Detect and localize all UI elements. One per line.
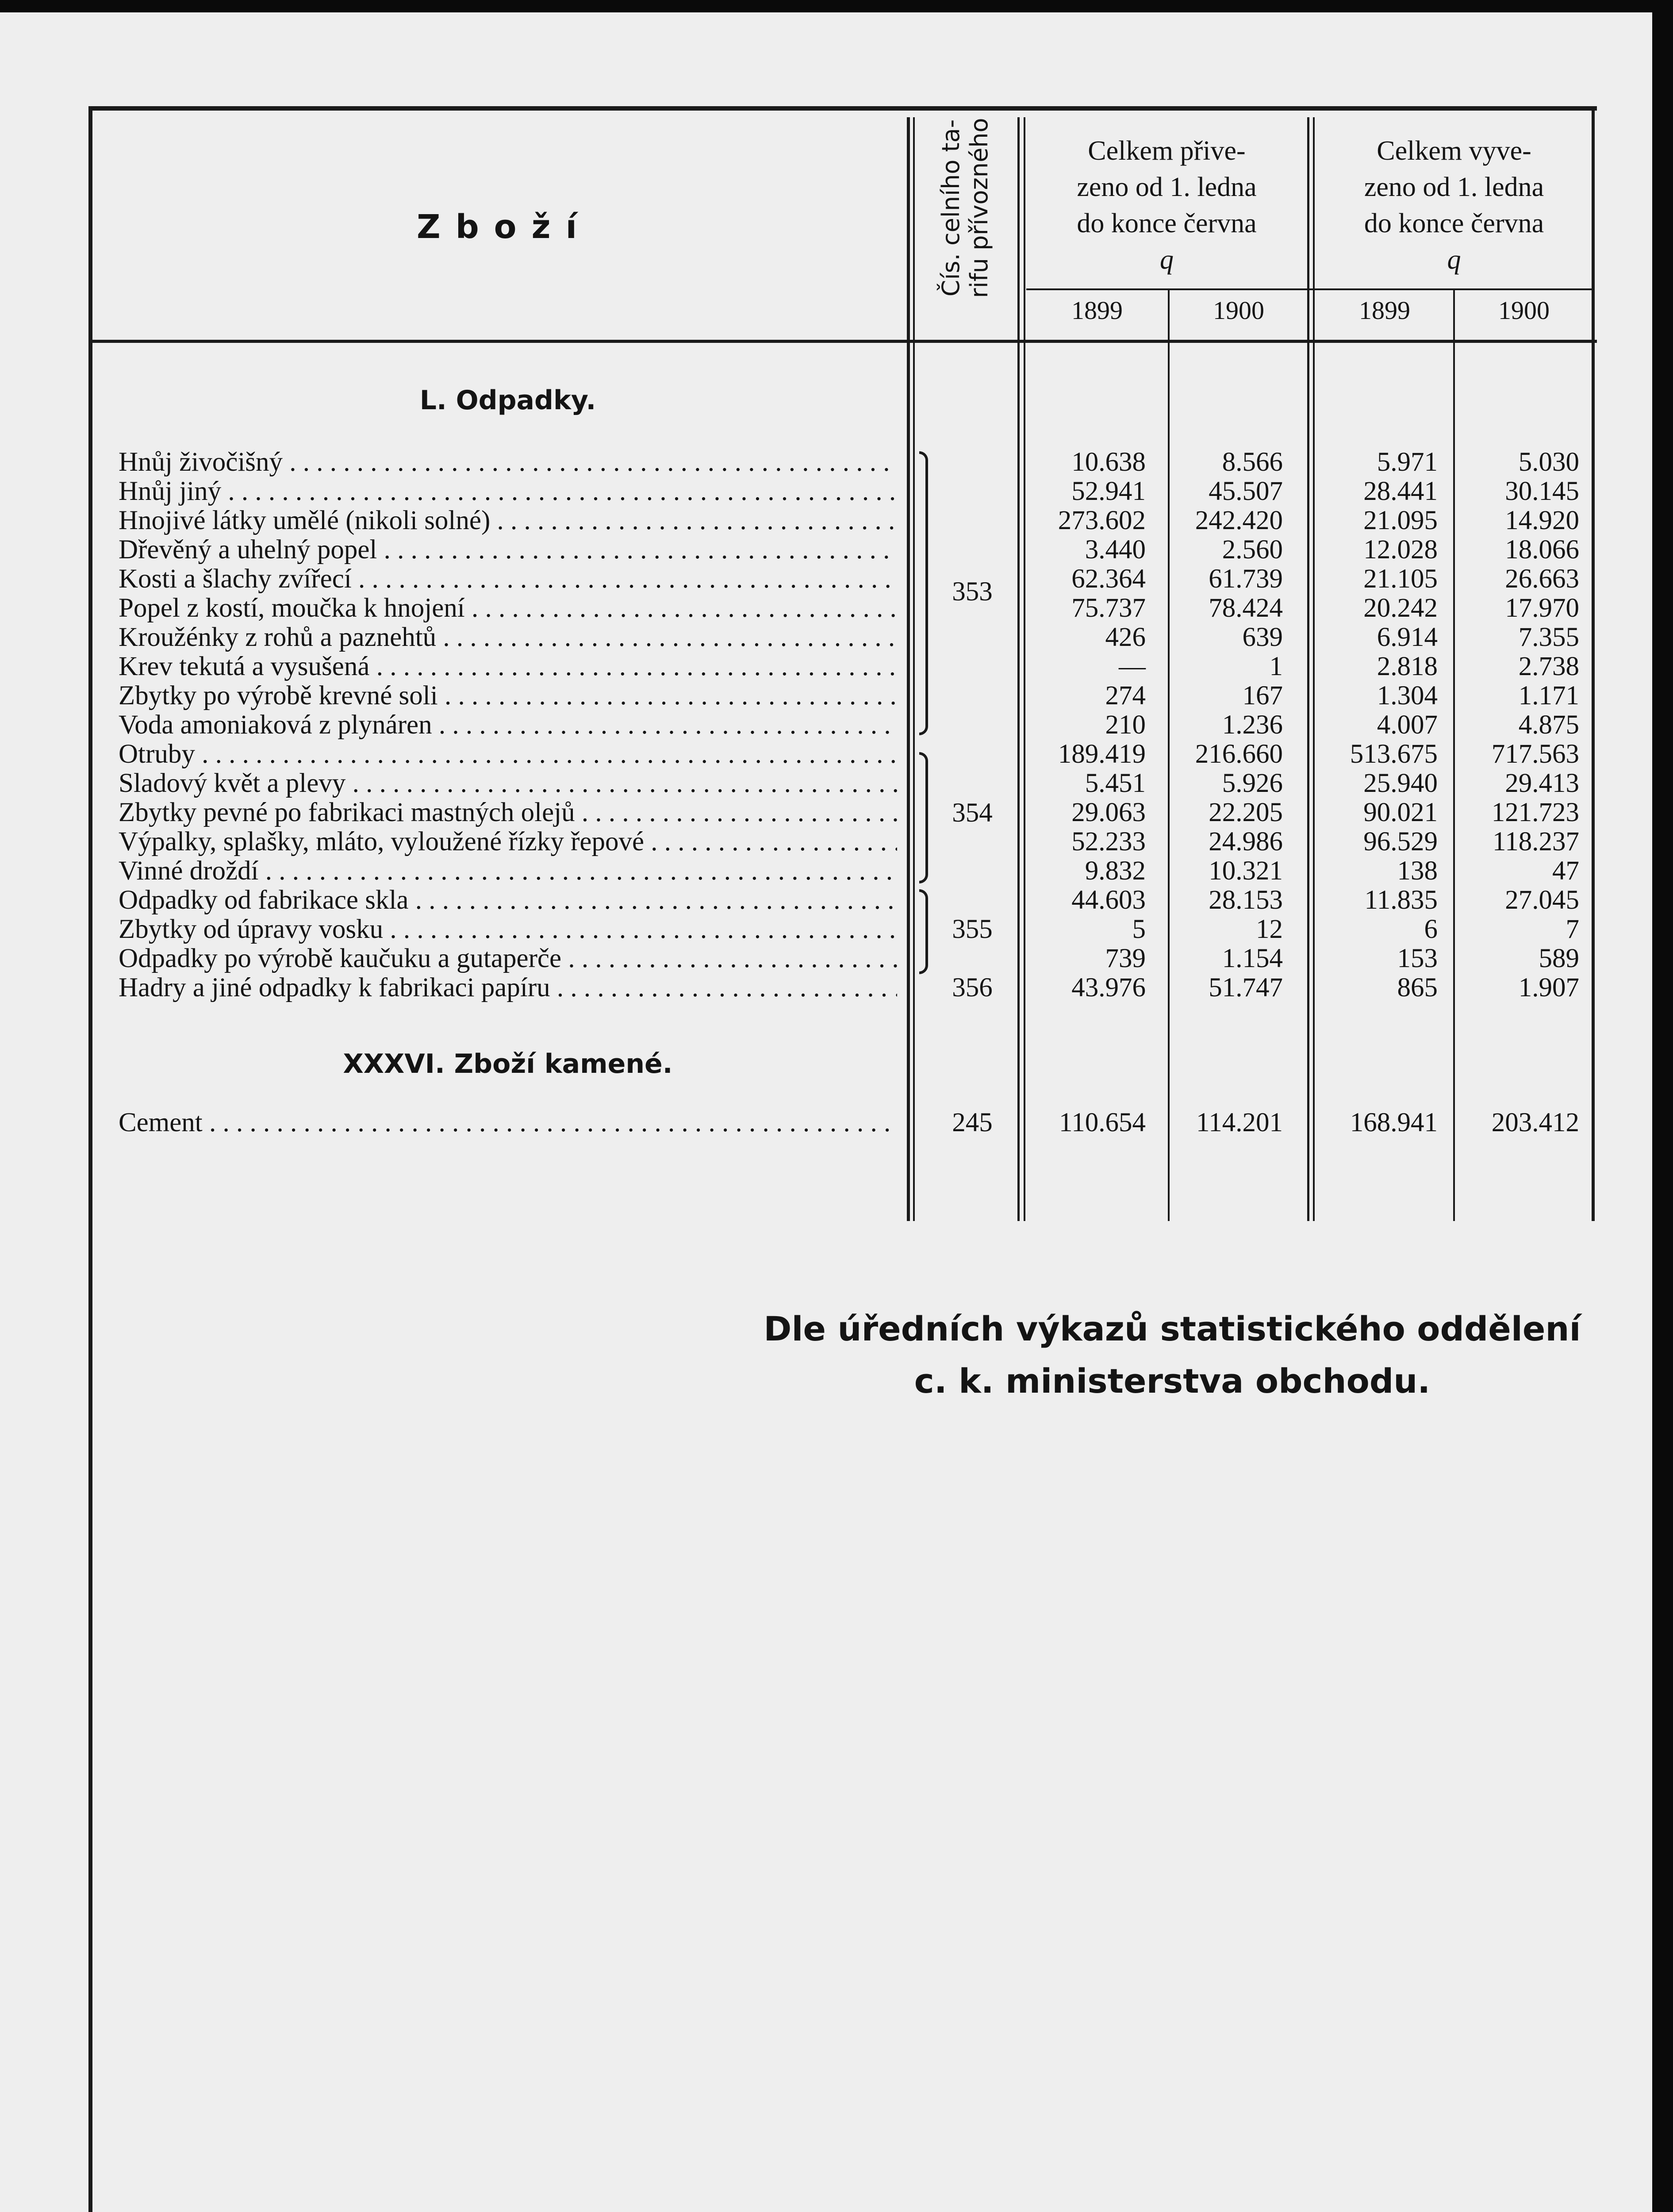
table-row: Otruby . . . 189.419 216.660 513.675 717.563	[0, 740, 1673, 769]
section-title-stone-goods: XXXVI. Zboží kamené.	[343, 1048, 673, 1079]
year-export-1899: 1899	[1359, 296, 1410, 325]
year-header-rule	[1026, 288, 1595, 290]
table-top-rule	[88, 106, 1597, 111]
tariff-code: 356	[952, 973, 993, 1002]
table-row: Zbytky od úpravy vosku . . . 5 12 6 7	[0, 915, 1673, 944]
table-row: Odpadky od fabrikace skla . . . 44.603 28.153 11.835 27.045	[0, 886, 1673, 915]
table-row: Odpadky po výrobě kaučuku a gutaperče . . . 739 1.154 153 589	[0, 944, 1673, 973]
table-row: Kroužénky z rohů a paznehtů . . . 426 639 6.914 7.355	[0, 623, 1673, 652]
table-row: Popel z kostí, moučka k hnojení . . . 75.737 78.424 20.242 17.970	[0, 594, 1673, 623]
statistics-table	[88, 108, 1597, 2212]
table-row: Cement . . . 245 110.654 114.201 168.941 203.412	[0, 1108, 1673, 1137]
group-brace-355	[919, 889, 928, 974]
table-row: Hnůj jiný . . . 52.941 45.507 28.441 30.145	[0, 477, 1673, 506]
tariff-code-354: 354	[952, 798, 993, 828]
table-row: Výpalky, splašky, mláto, vyloužené řízky řepové . . . 52.233 24.986 96.529 118.237	[0, 827, 1673, 856]
year-import-1899: 1899	[1071, 296, 1123, 325]
year-import-1900: 1900	[1213, 296, 1264, 325]
goods-column-header: Zboží	[417, 208, 592, 246]
table-row: Dřevěný a uhelný popel . . . 3.440 2.560 12.028 18.066	[0, 535, 1673, 565]
header-bottom-rule	[88, 340, 1597, 343]
table-row: Hadry a jiné odpadky k fabrikaci papíru . . . 356 43.976 51.747 865 1.907	[0, 973, 1673, 1002]
section-title-waste: L. Odpadky.	[419, 385, 596, 416]
source-note: Dle úředních výkazů statistického oddělení c. k. ministerstva obchodu.	[764, 1309, 1581, 1401]
year-export-1900: 1900	[1498, 296, 1550, 325]
table-row: Zbytky pevné po fabrikaci mastných olejů . . . 29.063 22.205 90.021 121.723	[0, 798, 1673, 827]
table-row: Sladový květ a plevy . . . 5.451 5.926 25.940 29.413	[0, 769, 1673, 798]
table-left-border	[88, 108, 92, 2212]
table-row: Hnůj živočišný . . . 10.638 8.566 5.971 5.030	[0, 448, 1673, 477]
table-row: Hnojivé látky umělé (nikoli solné) . . . 273.602 242.420 21.095 14.920	[0, 506, 1673, 535]
export-total-header: Celkem vyve- zeno od 1. ledna do konce června q	[1364, 136, 1544, 275]
table-row: Vinné droždí . . . 9.832 10.321 138 47	[0, 856, 1673, 886]
table-row: Voda amoniaková z plynáren . . . 210 1.236 4.007 4.875	[0, 710, 1673, 740]
tariff-code-353: 353	[952, 577, 993, 607]
tariff-number-header: Čís. celního ta- rifu přívozného	[937, 118, 993, 298]
group-brace-354	[919, 752, 928, 883]
table-row: Kosti a šlachy zvířecí . . . 62.364 61.739 21.105 26.663	[0, 565, 1673, 594]
table-row: Krev tekutá a vysušená . . . — 1 2.818 2.738	[0, 652, 1673, 681]
tariff-code-355: 355	[952, 914, 993, 944]
tariff-code: 245	[952, 1108, 993, 1137]
import-total-header: Celkem přive- zeno od 1. ledna do konce června q	[1077, 136, 1257, 275]
table-row: Zbytky po výrobě krevné soli . . . 274 167 1.304 1.171	[0, 681, 1673, 710]
group-brace-353	[919, 451, 928, 735]
